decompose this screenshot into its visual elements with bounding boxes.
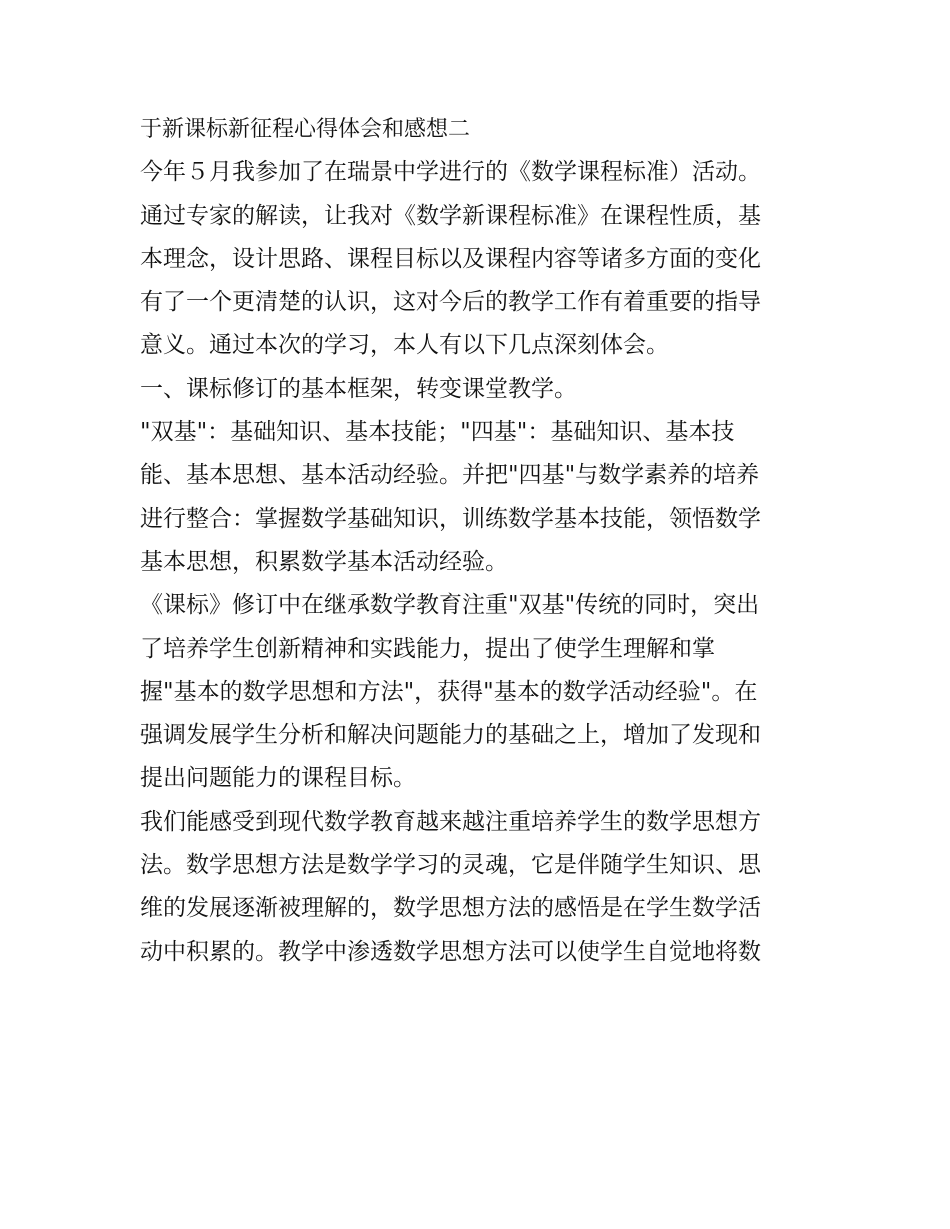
text-line: 了培养学生创新精神和实践能力，提出了使学生理解和掌 — [140, 635, 715, 662]
text-line: 我们能感受到现代数学教育越来越注重培养学生的数学思想方 — [140, 808, 761, 835]
document-title: 于新课标新征程心得体会和感想二 — [140, 117, 471, 142]
text-line: 握"基本的数学思想和方法"，获得"基本的数学活动经验"。在 — [140, 678, 758, 705]
text-line: 《课标》修订中在继承数学教育注重"双基"传统的同时，突出 — [140, 592, 760, 619]
text-line: 动中积累的。教学中渗透数学思想方法可以使学生自觉地将数 — [140, 938, 761, 965]
text-line: 今年５月我参加了在瑞景中学进行的《数学课程标准）活动。 — [140, 159, 761, 186]
text-line: 有了一个更清楚的认识，这对今后的教学工作有着重要的指导 — [140, 289, 761, 316]
text-line: 本理念，设计思路、课程目标以及课程内容等诸多方面的变化 — [140, 245, 761, 272]
text-line: 强调发展学生分析和解决问题能力的基础之上，增加了发现和 — [140, 722, 761, 749]
text-line: "双基"：基础知识、基本技能；"四基"：基础知识、基本技 — [140, 419, 735, 446]
text-line: 能、基本思想、基本活动经验。并把"四基"与数学素养的培养 — [140, 462, 760, 489]
text-line: 通过专家的解读，让我对《数学新课程标准》在课程性质，基 — [140, 202, 761, 229]
text-line: 维的发展逐渐被理解的，数学思想方法的感悟是在学生数学活 — [140, 895, 761, 922]
text-line: 意义。通过本次的学习，本人有以下几点深刻体会。 — [140, 332, 669, 359]
text-line: 进行整合：掌握数学基础知识，训练数学基本技能，领悟数学 — [140, 505, 761, 532]
text-line: 法。数学思想方法是数学学习的灵魂，它是伴随学生知识、思 — [140, 852, 761, 879]
section-heading: 一、课标修订的基本框架，转变课堂教学。 — [140, 375, 577, 402]
text-line: 基本思想，积累数学基本活动经验。 — [140, 548, 508, 575]
document-body — [140, 108, 820, 974]
text-line: 提出问题能力的课程目标。 — [140, 765, 416, 792]
